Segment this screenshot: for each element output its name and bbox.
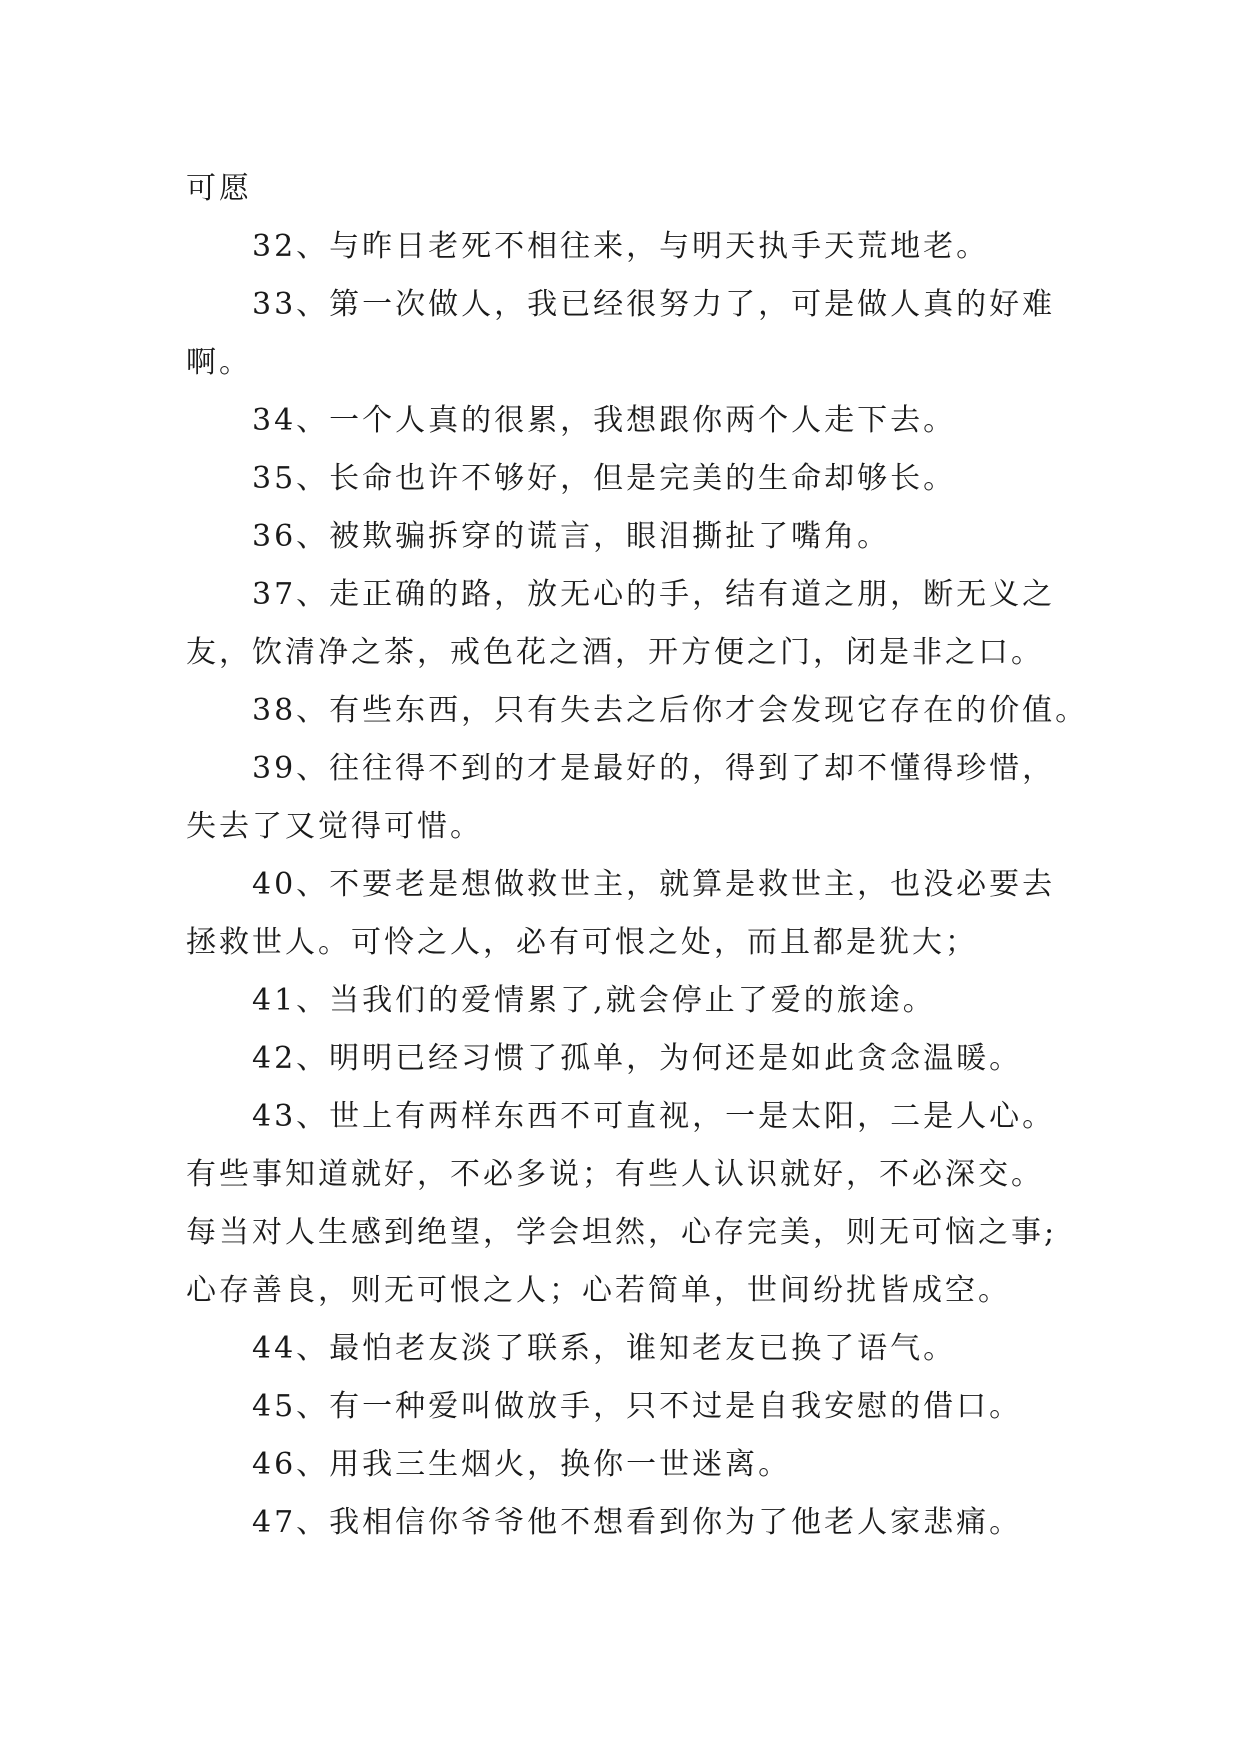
text-line: 47、我相信你爷爷他不想看到你为了他老人家悲痛。 <box>252 1505 1023 1540</box>
text-line: 每当对人生感到绝望，学会坦然，心存完美，则无可恼之事; <box>186 1215 1058 1250</box>
text-line: 45、有一种爱叫做放手，只不过是自我安慰的借口。 <box>252 1389 1023 1424</box>
text-line: 33、第一次做人，我已经很努力了，可是做人真的好难 <box>252 287 1056 322</box>
text-line: 有些事知道就好，不必多说；有些人认识就好，不必深交。 <box>186 1157 1044 1192</box>
text-line: 40、不要老是想做救世主，就算是救世主，也没必要去 <box>252 867 1056 902</box>
text-line: 可愿 <box>186 171 252 206</box>
text-line: 拯救世人。可怜之人，必有可恨之处，而且都是犹大； <box>186 925 978 960</box>
text-line: 36、被欺骗拆穿的谎言，眼泪撕扯了嘴角。 <box>252 519 891 554</box>
text-line: 34、一个人真的很累，我想跟你两个人走下去。 <box>252 403 957 438</box>
text-line: 41、当我们的爱情累了,就会停止了爱的旅途。 <box>252 983 936 1018</box>
text-line: 46、用我三生烟火，换你一世迷离。 <box>252 1447 792 1482</box>
text-line: 啊。 <box>186 345 252 380</box>
text-line: 心存善良，则无可恨之人；心若简单，世间纷扰皆成空。 <box>186 1273 1011 1308</box>
text-line: 32、与昨日老死不相往来，与明天执手天荒地老。 <box>252 229 990 264</box>
text-line: 38、有些东西，只有失去之后你才会发现它存在的价值。 <box>252 693 1089 728</box>
text-line: 友，饮清净之茶，戒色花之酒，开方便之门，闭是非之口。 <box>186 635 1044 670</box>
text-line: 44、最怕老友淡了联系，谁知老友已换了语气。 <box>252 1331 957 1366</box>
text-line: 39、往往得不到的才是最好的，得到了却不懂得珍惜， <box>252 751 1056 786</box>
text-line: 37、走正确的路，放无心的手，结有道之朋，断无义之 <box>252 577 1056 612</box>
text-line: 42、明明已经习惯了孤单，为何还是如此贪念温暖。 <box>252 1041 1023 1076</box>
text-line: 43、世上有两样东西不可直视，一是太阳，二是人心。 <box>252 1099 1056 1134</box>
text-line: 失去了又觉得可惜。 <box>186 809 483 844</box>
text-line: 35、长命也许不够好，但是完美的生命却够长。 <box>252 461 957 496</box>
document-body <box>186 160 1089 1552</box>
